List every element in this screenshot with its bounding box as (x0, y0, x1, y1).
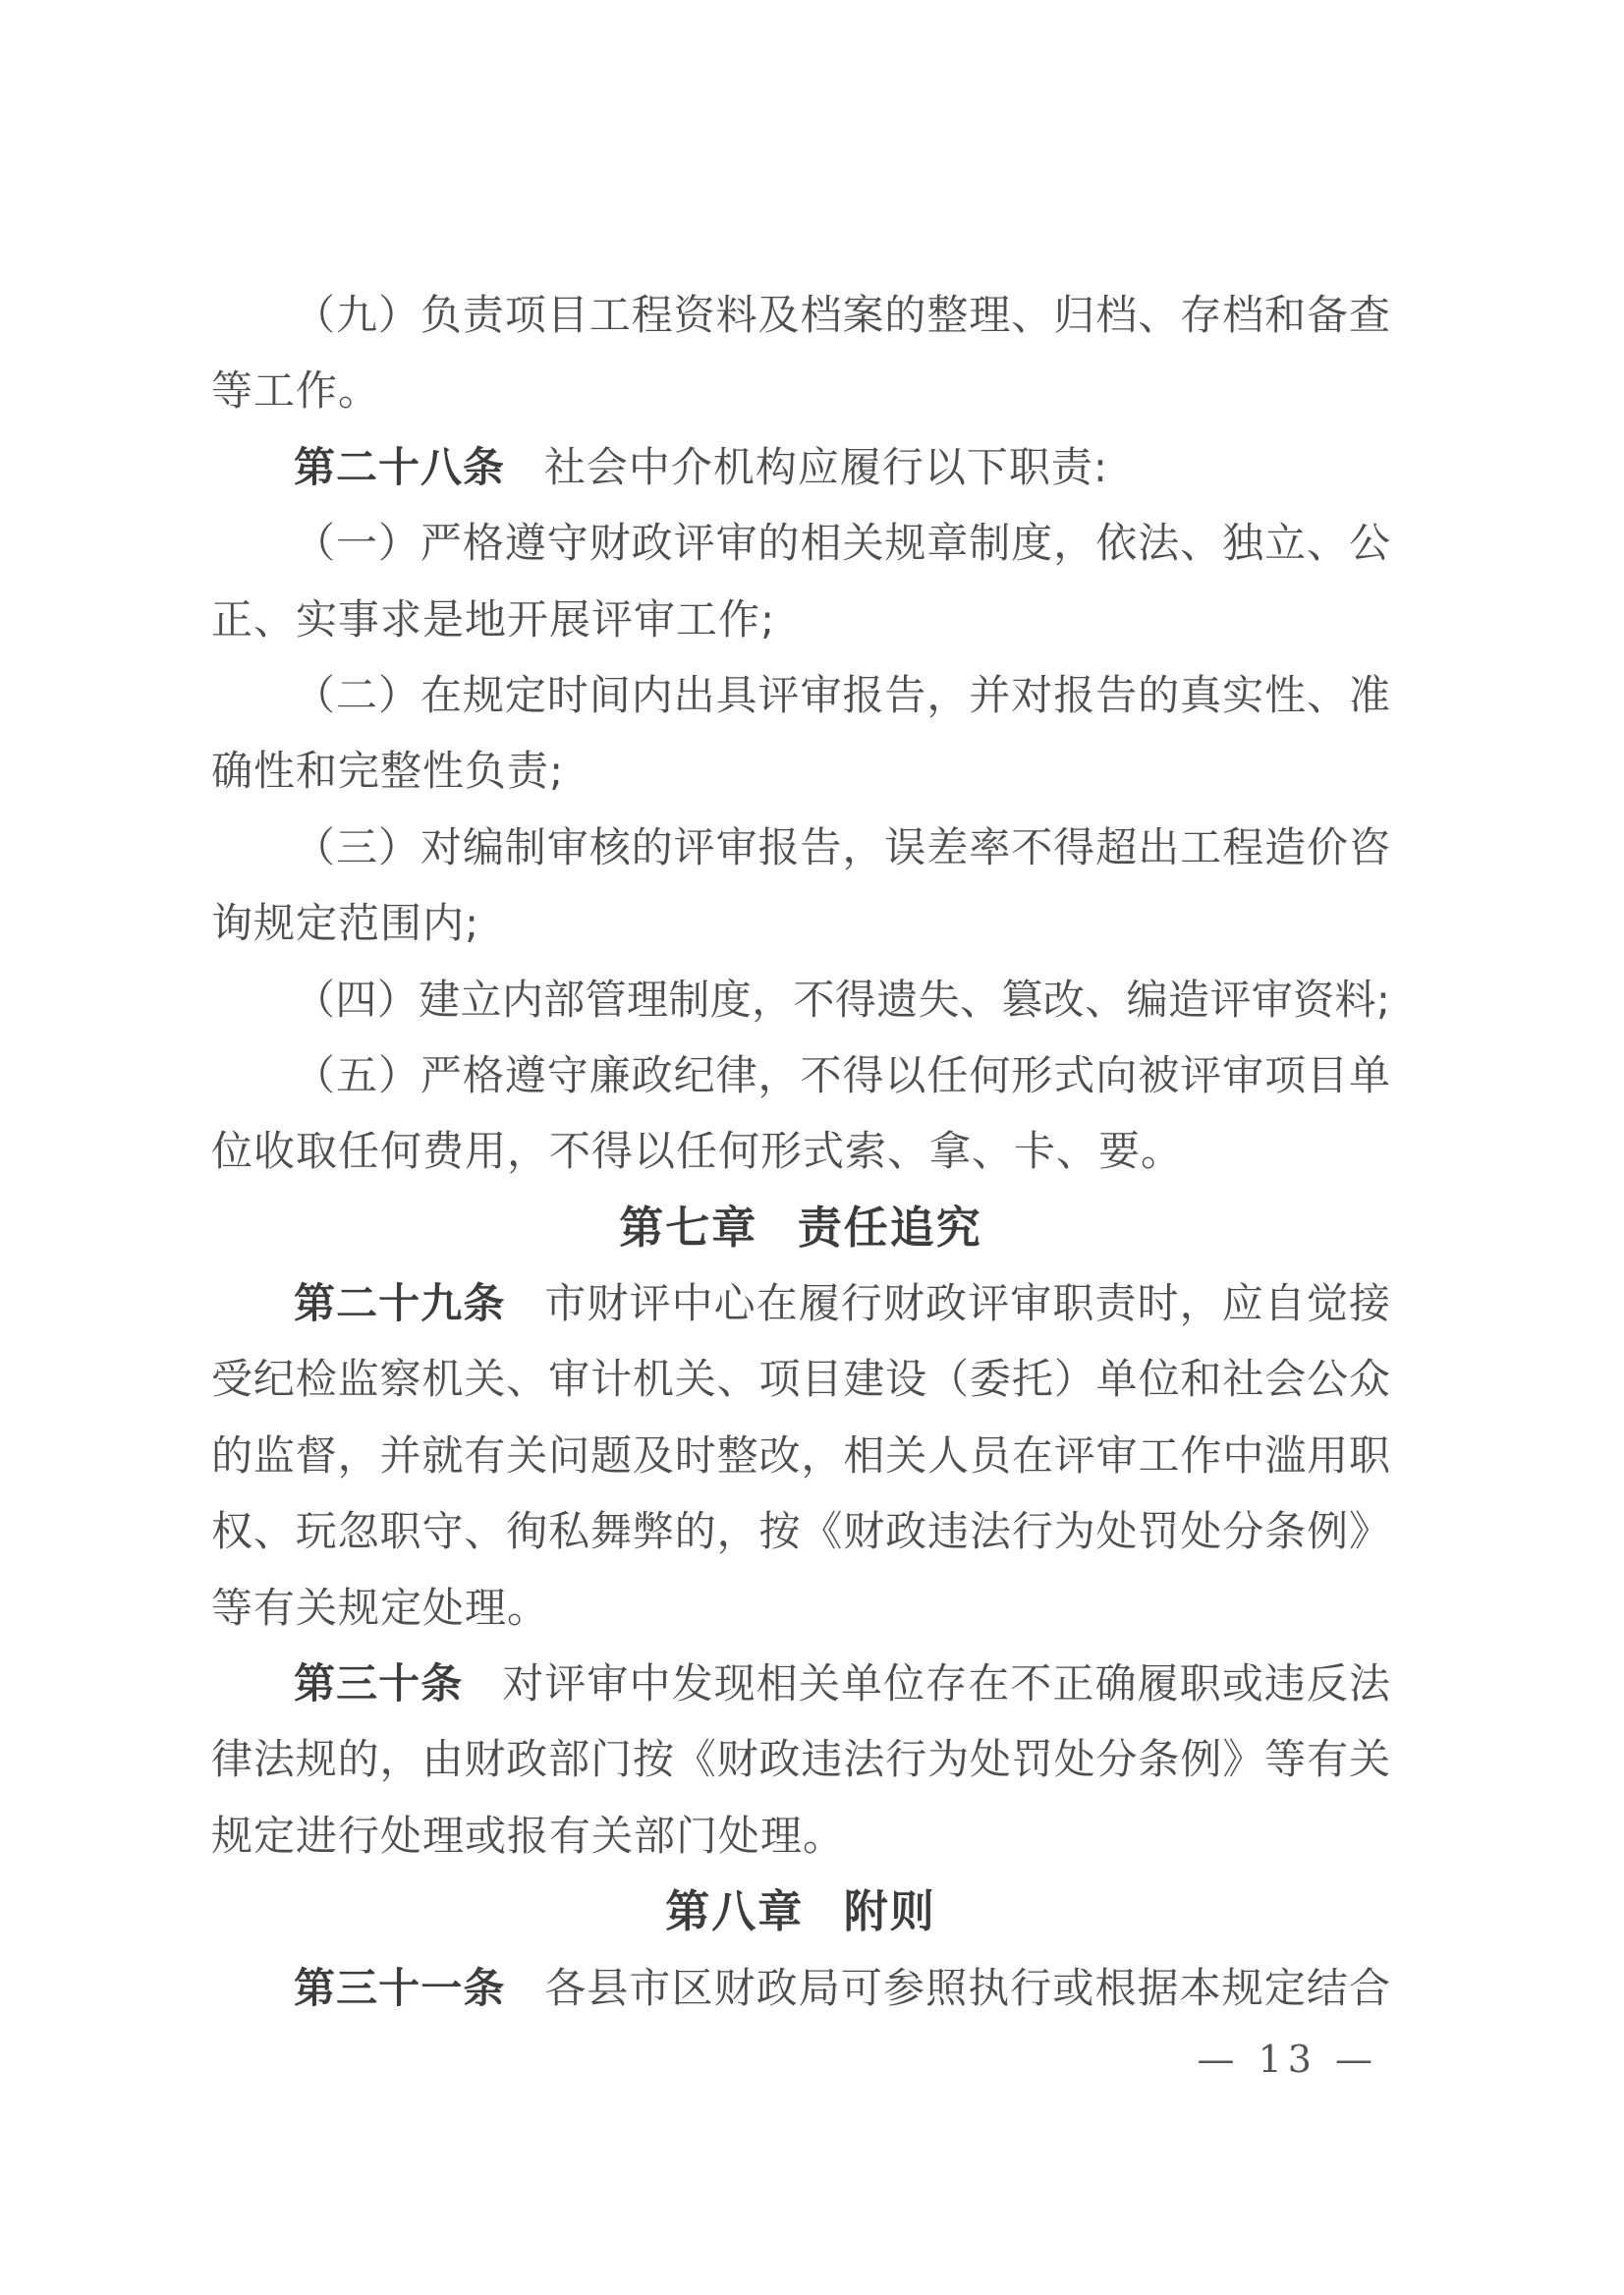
text-line (211, 277, 1390, 353)
line-text: 各县市区财政局可参照执行或根据本规定结合 (544, 1963, 1390, 2012)
line-text: （五）严格遵守廉政纪律，不得以任何形式向被评审项目单 (294, 1050, 1390, 1099)
line-text: 询规定范围内; (211, 899, 480, 948)
line-text: （二）在规定时间内出具评审报告，并对报告的真实性、准 (294, 670, 1390, 719)
text-line (211, 810, 1390, 885)
article-line (211, 1265, 1390, 1341)
article-number: 第二十九条 (294, 1279, 506, 1328)
text-line (211, 1418, 1390, 1493)
text-line (211, 1341, 1390, 1417)
text-line (211, 1493, 1390, 1569)
text-line (211, 962, 1390, 1037)
chapter-heading (211, 1874, 1390, 1949)
text-line (211, 733, 1390, 809)
text-line (211, 1037, 1390, 1113)
text-line (211, 1113, 1390, 1189)
document-body (211, 277, 1390, 2026)
text-line (211, 1570, 1390, 1646)
article-line (211, 1950, 1390, 2026)
line-text: 权、玩忽职守、徇私舞弊的，按《财政违法行为处罚处分条例》 (211, 1507, 1390, 1556)
chapter-number: 第七章 (619, 1201, 758, 1254)
chapter-heading (211, 1190, 1390, 1265)
line-text: 对评审中发现相关单位存在不正确履职或违反法 (502, 1659, 1390, 1708)
line-text: 市财评中心在履行财政评审职责时，应自觉接 (544, 1279, 1390, 1328)
chapter-title: 附则 (843, 1885, 936, 1938)
line-text: （一）严格遵守财政评审的相关规章制度，依法、独立、公 (294, 519, 1390, 568)
line-text: 规定进行处理或报有关部门处理。 (211, 1811, 846, 1860)
text-line (211, 353, 1390, 428)
article-number: 第三十一条 (294, 1963, 506, 2012)
article-line (211, 1646, 1390, 1721)
article-number: 第三十条 (294, 1659, 464, 1708)
text-line (211, 657, 1390, 733)
article-number: 第二十八条 (294, 442, 506, 491)
line-text: 正、实事求是地开展评审工作; (211, 594, 776, 644)
chapter-title: 责任追究 (797, 1201, 982, 1254)
line-text: 位收取任何费用，不得以任何形式索、拿、卡、要。 (211, 1127, 1184, 1176)
article-line (211, 429, 1390, 505)
text-line (211, 1798, 1390, 1874)
line-text: 的监督，并就有关问题及时整改，相关人员在评审工作中滥用职 (211, 1430, 1390, 1480)
line-text: 律法规的，由财政部门按《财政违法行为处罚处分条例》等有关 (211, 1735, 1390, 1784)
line-text: （九）负责项目工程资料及档案的整理、归档、存档和备查 (294, 291, 1390, 339)
line-text: （三）对编制审核的评审报告，误差率不得超出工程造价咨 (294, 822, 1390, 871)
line-text: 等工作。 (211, 366, 381, 416)
line-text: 受纪检监察机关、审计机关、项目建设（委托）单位和社会公众 (211, 1355, 1390, 1404)
text-line (211, 582, 1390, 657)
text-line (211, 885, 1390, 961)
chapter-number: 第八章 (665, 1885, 805, 1938)
line-text: 社会中介机构应履行以下职责: (543, 442, 1109, 491)
page-number: — 13 — (1197, 2038, 1378, 2081)
text-line (211, 505, 1390, 581)
text-line (211, 1721, 1390, 1797)
line-text: （四）建立内部管理制度，不得遗失、篡改、编造评审资料; (294, 975, 1390, 1024)
line-text: 等有关规定处理。 (211, 1583, 550, 1632)
line-text: 确性和完整性负责; (211, 747, 565, 796)
